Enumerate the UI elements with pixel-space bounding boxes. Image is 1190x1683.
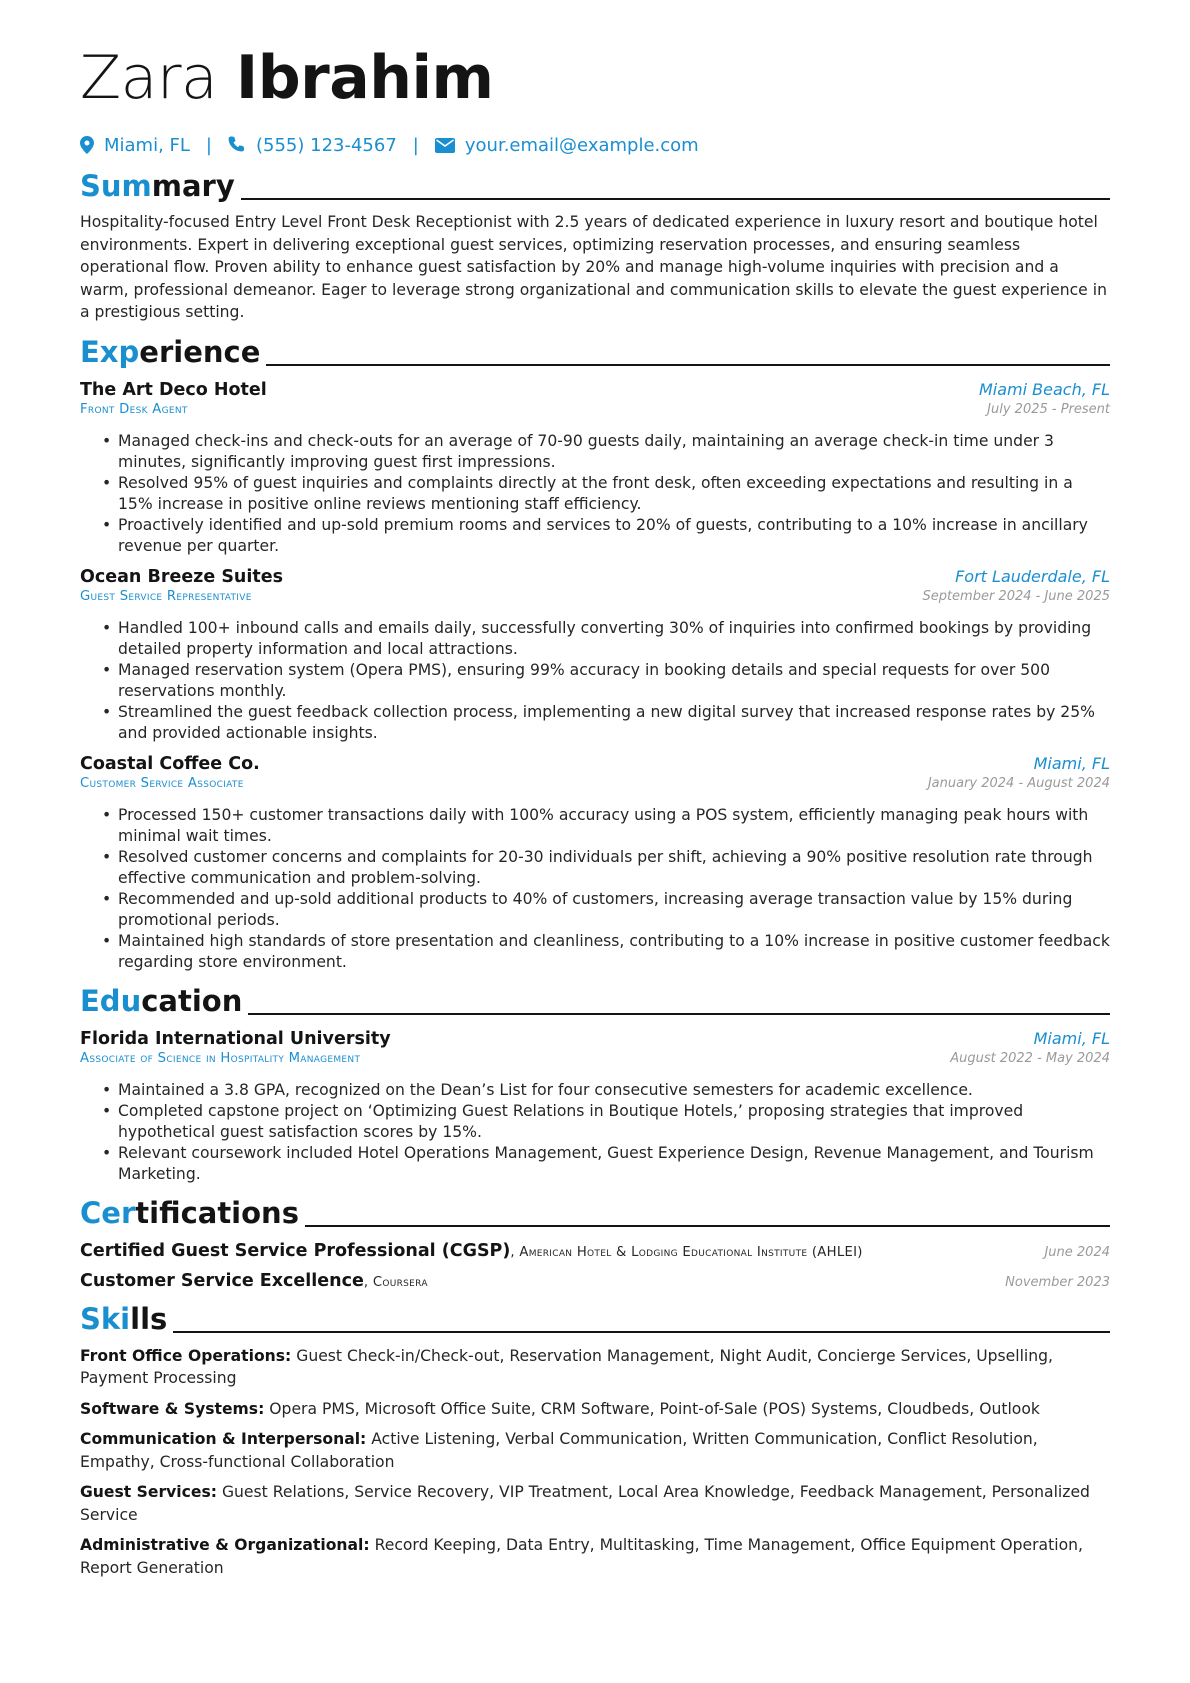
- skill-row: [80, 1345, 1110, 1390]
- skill-row: [80, 1428, 1110, 1473]
- first-name: Zara: [80, 43, 218, 113]
- bullet-list: [80, 431, 1110, 557]
- candidate-name: [80, 42, 1110, 114]
- bullet-item: • Recommended and up-sold additional products to 40% of customers, increasing average transaction value by 15% during promotional periods.: [80, 889, 1110, 931]
- entry-role: Associate of Science in Hospitality Management: [80, 1050, 361, 1066]
- entry-location: Fort Lauderdale, FL: [955, 566, 1110, 586]
- contact-location: [80, 135, 190, 156]
- certification-name: Certified Guest Service Professional (CGSP): [80, 1240, 511, 1261]
- last-name: Ibrahim: [235, 43, 494, 113]
- bullet-item: • Processed 150+ customer transactions daily with 100% accuracy using a POS system, efficiently managing peak hours with minimal wait times.: [80, 805, 1110, 847]
- entry-dates: August 2022 - May 2024: [950, 1050, 1110, 1066]
- certification-name: Customer Service Excellence: [80, 1270, 364, 1291]
- experience-entry: [80, 567, 1110, 744]
- organization-name: Ocean Breeze Suites: [80, 566, 284, 587]
- contact-email[interactable]: [435, 135, 699, 156]
- entry-role: Front Desk Agent: [80, 401, 188, 417]
- entry-sub-row: [80, 1051, 1110, 1066]
- entry-sub-row: [80, 589, 1110, 604]
- entry-sub-row: [80, 402, 1110, 417]
- certification-date: June 2024: [1044, 1244, 1110, 1260]
- skill-values: Opera PMS, Microsoft Office Suite, CRM Software, Point-of-Sale (POS) Systems, Cloudbeds, Outlook: [269, 1399, 1040, 1418]
- contact-phone: [228, 135, 397, 156]
- skill-row: [80, 1398, 1110, 1421]
- organization-name: Coastal Coffee Co.: [80, 753, 260, 774]
- bullet-item: • Resolved customer concerns and complaints for 20-30 individuals per shift, achieving a 90% positive resolution rate through effective communication and problem-solving.: [80, 847, 1110, 889]
- skill-values: Guest Relations, Service Recovery, VIP Treatment, Local Area Knowledge, Feedback Management, Personalized Service: [80, 1483, 1090, 1524]
- bullet-list: [80, 1080, 1110, 1185]
- bullet-item: • Proactively identified and up-sold premium rooms and services to 20% of guests, contributing to a 10% increase in ancillary revenue per quarter.: [80, 515, 1110, 557]
- bullet-item: • Managed check-ins and check-outs for an average of 70-90 guests daily, maintaining an average check-in time under 3 minutes, significantly improving guest first impressions.: [80, 431, 1110, 473]
- entry-top-row: [80, 567, 1110, 587]
- skill-row: [80, 1481, 1110, 1526]
- skill-label: Administrative & Organizational:: [80, 1536, 370, 1554]
- skill-values: Guest Check-in/Check-out, Reservation Management, Night Audit, Concierge Services, Upselling, Payment Processing: [80, 1346, 1054, 1387]
- certification-issuer: Coursera: [372, 1274, 428, 1290]
- summary-text: Hospitality-focused Entry Level Front Desk Receptionist with 2.5 years of dedicated experience in luxury resort and boutique hotel environments. Expert in delivering exceptional guest services, optimizing reservation processes, and ensuring seamless operational flow. Proven ability to enhance guest satisfaction by 20% and manage high-volume inquiries with precision and a warm, professional demeanor. Eager to leverage strong organizational and communication skills to elevate the guest experience in a prestigious setting.: [80, 213, 1107, 321]
- skills-list: [80, 1345, 1110, 1580]
- section-rule: [305, 1225, 1110, 1227]
- skill-label: Front Office Operations:: [80, 1346, 292, 1365]
- entry-dates: September 2024 - June 2025: [922, 588, 1110, 604]
- certification-item: [80, 1241, 1110, 1261]
- skill-values: Active Listening, Verbal Communication, Written Communication, Conflict Resolution, Empathy, Cross-functional Collaboration: [80, 1430, 1038, 1471]
- contact-separator: |: [412, 134, 419, 156]
- section-rule: [173, 1331, 1110, 1333]
- section-rule: [248, 1013, 1110, 1015]
- contact-separator: |: [205, 134, 212, 156]
- skill-label: Communication & Interpersonal:: [80, 1430, 367, 1448]
- entry-location: Miami, FL: [1033, 753, 1110, 773]
- education-entry: [80, 1029, 1110, 1185]
- organization-name: The Art Deco Hotel: [80, 379, 267, 400]
- entry-role: Customer Service Associate: [80, 775, 244, 791]
- experience-list: [80, 380, 1110, 973]
- section-experience-header: [80, 334, 1110, 370]
- bullet-list: [80, 618, 1110, 744]
- bullet-item: • Relevant coursework included Hotel Operations Management, Guest Experience Design, Revenue Management, and Tourism Marketing.: [80, 1143, 1110, 1185]
- bullet-item: • Completed capstone project on ‘Optimizing Guest Relations in Boutique Hotels,’ proposing strategies that improved hypothetical guest satisfaction scores by 15%.: [80, 1101, 1110, 1143]
- entry-top-row: [80, 380, 1110, 400]
- skill-label: Guest Services:: [80, 1483, 217, 1501]
- entry-location: Miami, FL: [1033, 1028, 1110, 1048]
- section-rule: [241, 198, 1110, 200]
- skill-label: Software & Systems:: [80, 1399, 265, 1418]
- section-title: Education: [80, 983, 243, 1018]
- skill-row: [80, 1534, 1110, 1579]
- certification-item: [80, 1271, 1110, 1291]
- certification-comma: ,: [363, 1274, 373, 1290]
- bullet-item: • Streamlined the guest feedback collection process, implementing a new digital survey that increased response rates by 25% and provided actionable insights.: [80, 702, 1110, 744]
- certification-title: [80, 1271, 428, 1291]
- entry-location: Miami Beach, FL: [978, 379, 1110, 399]
- section-certifications-header: [80, 1195, 1110, 1231]
- section-rule: [266, 364, 1110, 366]
- contact-bar: [80, 132, 1110, 158]
- organization-name: Florida International University: [80, 1028, 391, 1049]
- location-text: Miami, FL: [104, 134, 190, 156]
- email-link[interactable]: your.email@example.com: [464, 134, 699, 156]
- education-list: [80, 1029, 1110, 1185]
- section-title: Experience: [80, 334, 261, 369]
- bullet-item: • Handled 100+ inbound calls and emails daily, successfully converting 30% of inquiries into confirmed bookings by providing detailed property information and local attractions.: [80, 618, 1110, 660]
- phone-icon: [228, 136, 246, 154]
- bullet-list: [80, 805, 1110, 973]
- entry-top-row: [80, 1029, 1110, 1049]
- certification-comma: ,: [510, 1244, 520, 1260]
- experience-entry: [80, 380, 1110, 557]
- bullet-item: • Maintained a 3.8 GPA, recognized on the Dean’s List for four consecutive semesters for academic excellence.: [80, 1080, 1110, 1101]
- section-education-header: [80, 983, 1110, 1019]
- certification-title: [80, 1241, 863, 1261]
- skill-values: Record Keeping, Data Entry, Multitasking, Time Management, Office Equipment Operation, Report Generation: [80, 1536, 1083, 1577]
- certification-date: November 2023: [1005, 1274, 1110, 1290]
- bullet-item: • Managed reservation system (Opera PMS), ensuring 99% accuracy in booking details and special requests for over 500 reservations monthly.: [80, 660, 1110, 702]
- entry-dates: July 2025 - Present: [987, 401, 1110, 417]
- entry-sub-row: [80, 776, 1110, 791]
- envelope-icon: [435, 138, 455, 153]
- entry-role: Guest Service Representative: [80, 588, 252, 604]
- certification-list: [80, 1241, 1110, 1291]
- phone-text: (555) 123-4567: [256, 134, 397, 156]
- experience-entry: [80, 754, 1110, 973]
- section-title: Skills: [80, 1301, 168, 1336]
- certification-issuer: American Hotel & Lodging Educational Institute (AHLEI): [519, 1244, 863, 1260]
- bullet-item: • Maintained high standards of store presentation and cleanliness, contributing to a 10% increase in positive customer feedback regarding store environment.: [80, 931, 1110, 973]
- entry-top-row: [80, 754, 1110, 774]
- bullet-item: • Resolved 95% of guest inquiries and complaints directly at the front desk, often exceeding expectations and resulting in a 15% increase in positive online reviews mentioning staff efficiency.: [80, 473, 1110, 515]
- section-title: Certifications: [80, 1195, 299, 1230]
- section-skills-header: [80, 1301, 1110, 1337]
- section-title: Summary: [80, 169, 235, 203]
- map-pin-icon: [80, 136, 94, 154]
- entry-dates: January 2024 - August 2024: [927, 775, 1110, 791]
- section-summary-header: [80, 168, 1110, 204]
